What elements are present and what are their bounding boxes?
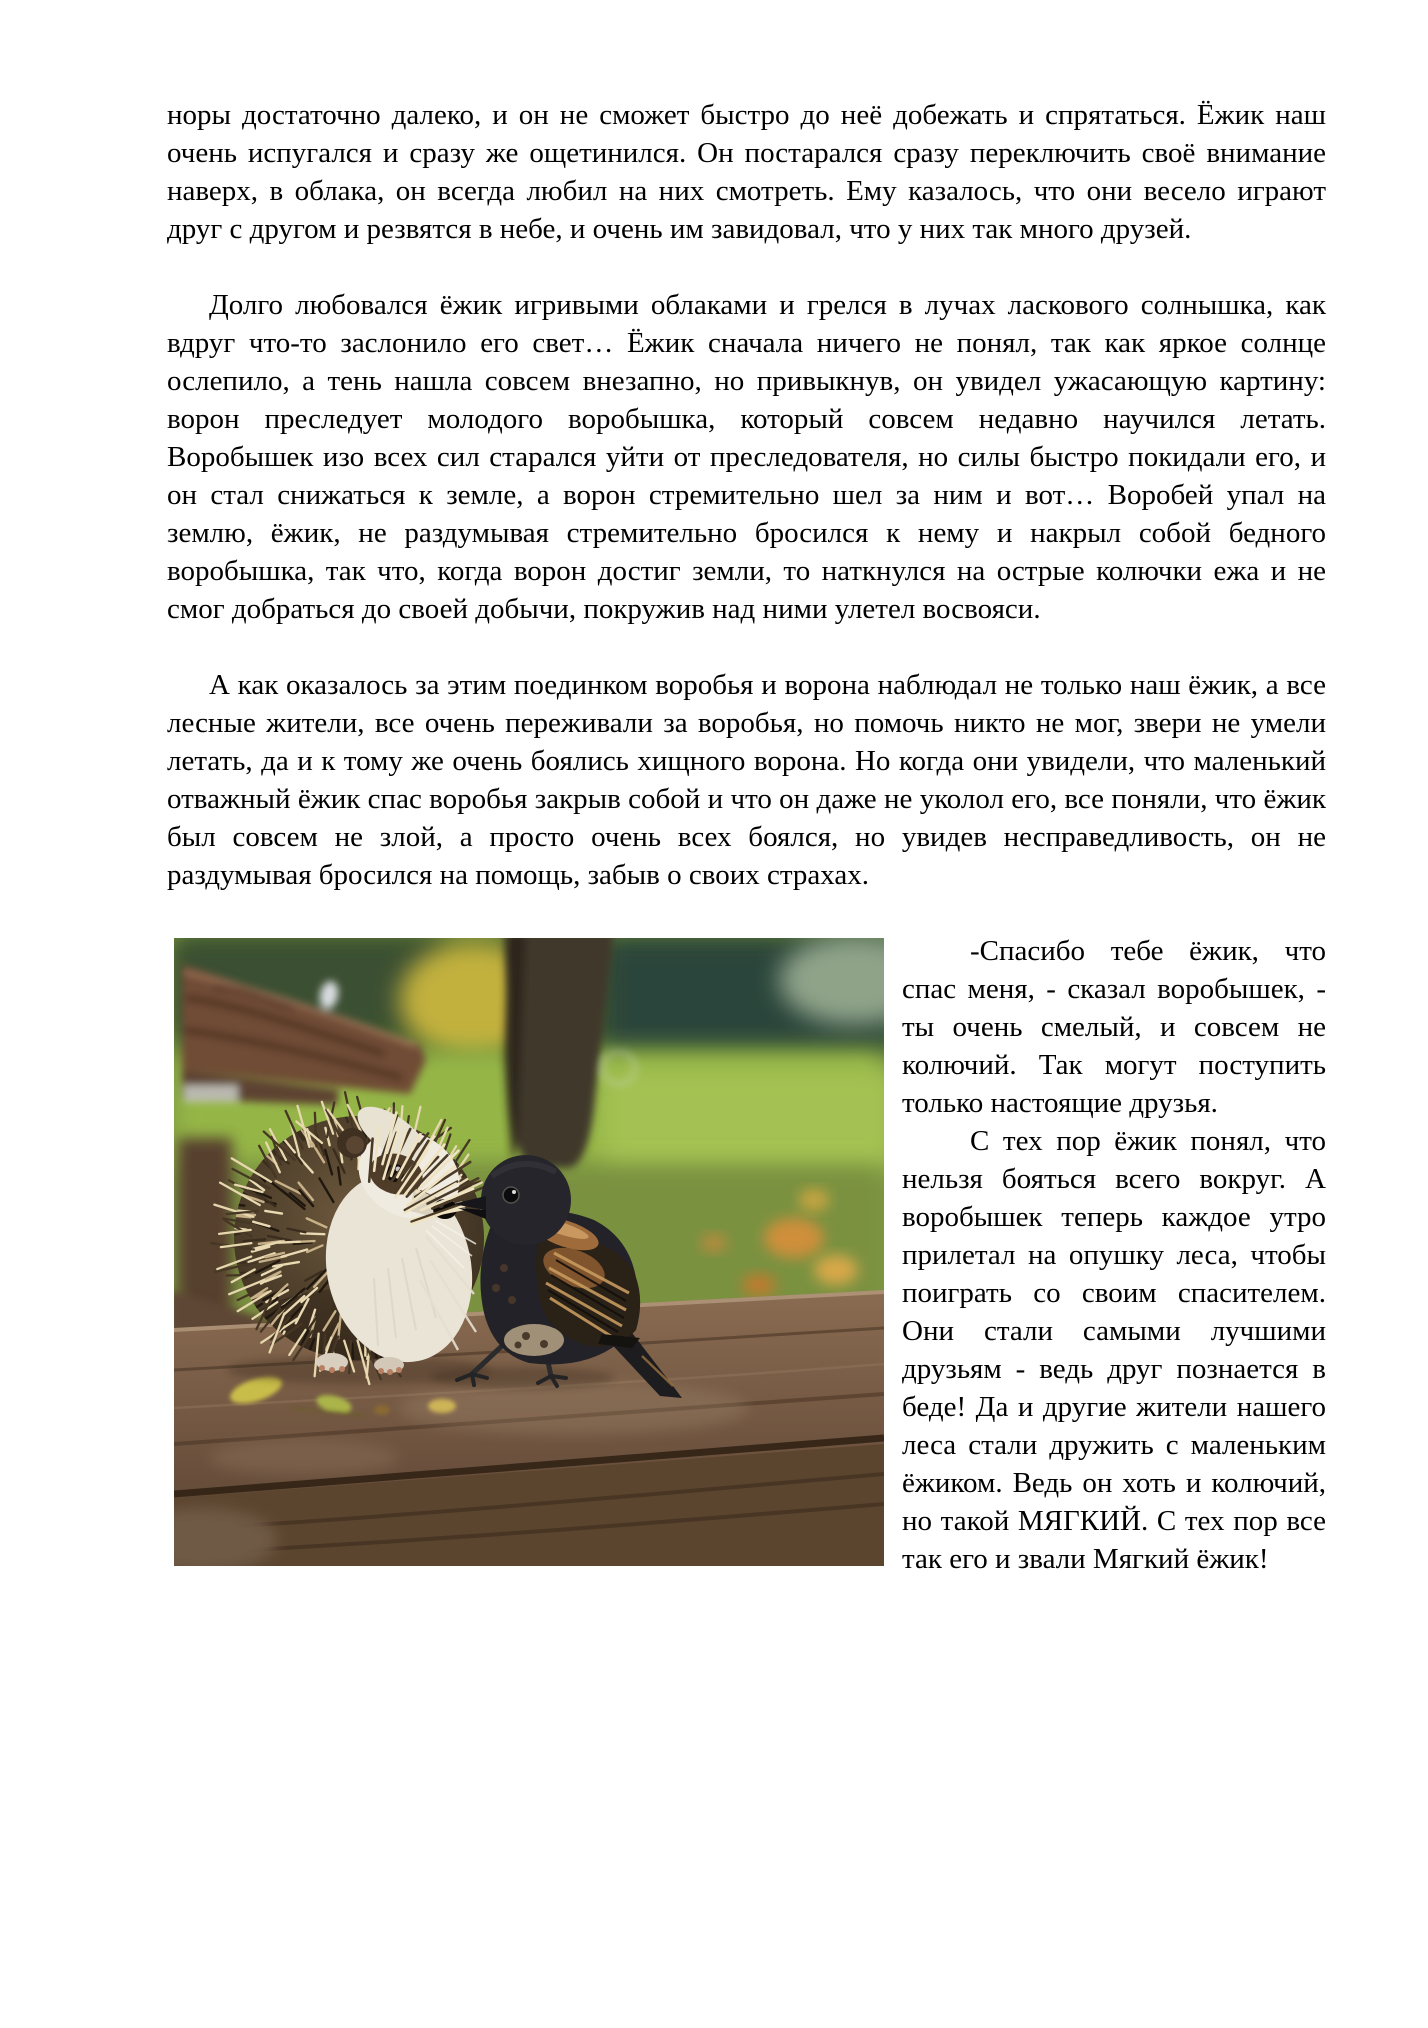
story-paragraph-2: Долго любовался ёжик игривыми облаками и грелся в лучах ласкового солнышка, как вдруг что-то заслонило его свет… Ёжик сначала ничего не понял, так как яркое солнце ослепило, а тень нашла совсем внезапно, но привыкнув, он увидел ужасающую картину: ворон преследует молодого воробышка, который совсем недавно научился летать. Воробышек изо всех сил старался уйти от преследователя, но силы быстро покидали его, и он стал снижаться к земле, а ворон стремительно шел за ним и вот… Воробей упал на землю, ёжик, не раздумывая стремительно бросился к нему и накрыл собой бедного воробышка, так что, когда ворон достиг земли, то наткнулся на острые колючки ежа и не смог добраться до своей добычи, покружив над ними улетел восвояси. — [167, 289, 1326, 625]
story-paragraph-4: -Спасибо тебе ёжик, что спас меня, - сказал воробышек, - ты очень смелый, и совсем не колючий. Так могут поступить только настоящие друзья. — [902, 935, 1326, 1119]
story-paragraph-1: норы достаточно далеко, и он не сможет быстро до неё добежать и спрятаться. Ёжик наш очень испугался и сразу же ощетинился. Он постарался сразу переключить своё внимание наверх, в облака, он всегда любил на них смотреть. Ему казалось, что они весело играют друг с другом и резвятся в небе, и очень им завидовал, что у них так много друзей. — [167, 99, 1326, 245]
story-photo — [174, 938, 884, 1566]
hedgehog-and-sparrow-photo — [174, 938, 884, 1566]
story-paragraph-3: А как оказалось за этим поединком воробья и ворона наблюдал не только наш ёжик, а все лесные жители, все очень переживали за воробья, но помочь никто не мог, звери не умели летать, да и к тому же очень боялись хищного ворона. Но когда они увидели, что маленький отважный ёжик спас воробья закрыв собой и что он даже не уколол его, все поняли, что ёжик был совсем не злой, а просто очень всех боялся, но увидев несправедливость, он не раздумывая бросился на помощь, забыв о своих страхах. — [167, 669, 1326, 891]
story-paragraph-5: С тех пор ёжик понял, что нельзя бояться всего вокруг. А воробышек теперь каждое утро прилетал на опушку леса, чтобы поиграть со своим спасителем. Они стали самыми лучшими друзьям - ведь друг познается в беде! Да и другие жители нашего леса стали дружить с маленьким ёжиком. Ведь он хоть и колючий, но такой МЯГКИЙ. С тех пор все так его и звали Мягкий ёжик! — [902, 1125, 1326, 1575]
